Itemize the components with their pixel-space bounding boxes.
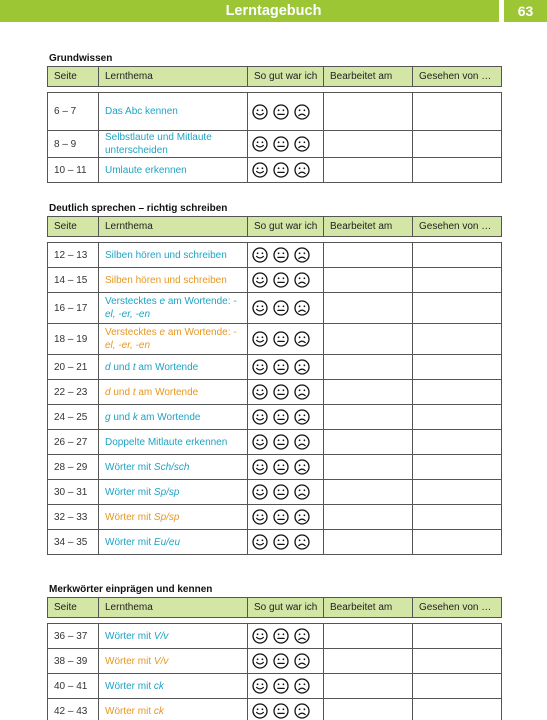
page-range-cell: 24 – 25 (48, 405, 99, 430)
column-header: Bearbeitet am (324, 217, 413, 237)
neutral-face-icon[interactable] (273, 434, 289, 450)
sad-face-icon[interactable] (294, 300, 310, 316)
neutral-face-icon[interactable] (273, 459, 289, 475)
topic-cell: g und k am Wortende (99, 405, 248, 430)
self-rating-cell (248, 380, 324, 405)
seen-by-cell[interactable] (413, 430, 502, 455)
self-rating-cell (248, 158, 324, 183)
page-range-cell: 38 – 39 (48, 649, 99, 674)
neutral-face-icon[interactable] (273, 359, 289, 375)
self-rating-cell (248, 293, 324, 324)
sad-face-icon[interactable] (294, 628, 310, 644)
processed-date-cell[interactable] (324, 324, 413, 355)
topic-cell: Verstecktes e am Wortende: -el, -er, -en (99, 324, 248, 355)
processed-date-cell[interactable] (324, 649, 413, 674)
sad-face-icon[interactable] (294, 104, 310, 120)
seen-by-cell[interactable] (413, 624, 502, 649)
self-rating-cell (248, 699, 324, 720)
happy-face-icon[interactable] (252, 459, 268, 475)
sad-face-icon[interactable] (294, 484, 310, 500)
processed-date-cell[interactable] (324, 455, 413, 480)
page-range-cell: 28 – 29 (48, 455, 99, 480)
seen-by-cell[interactable] (413, 505, 502, 530)
self-rating-cell (248, 674, 324, 699)
table-row (48, 93, 502, 131)
column-header: Lernthema (99, 598, 248, 618)
processed-date-cell[interactable] (324, 430, 413, 455)
self-rating-cell (248, 430, 324, 455)
sad-face-icon[interactable] (294, 384, 310, 400)
neutral-face-icon[interactable] (273, 384, 289, 400)
column-header: Seite (48, 67, 99, 87)
topic-cell: Umlaute erkennen (99, 158, 248, 183)
table-row (48, 243, 502, 268)
topic-cell: Wörter mit V/v (99, 649, 248, 674)
sad-face-icon[interactable] (294, 459, 310, 475)
page-number: 63 (504, 0, 547, 22)
sad-face-icon[interactable] (294, 509, 310, 525)
neutral-face-icon[interactable] (273, 484, 289, 500)
section-title-grundwissen: Grundwissen (49, 53, 113, 64)
seen-by-cell[interactable] (413, 158, 502, 183)
seen-by-cell[interactable] (413, 324, 502, 355)
page-range-cell: 6 – 7 (48, 93, 99, 131)
processed-date-cell[interactable] (324, 405, 413, 430)
neutral-face-icon[interactable] (273, 678, 289, 694)
seen-by-cell[interactable] (413, 131, 502, 158)
sad-face-icon[interactable] (294, 136, 310, 152)
neutral-face-icon[interactable] (273, 272, 289, 288)
sad-face-icon[interactable] (294, 409, 310, 425)
page-range-cell: 22 – 23 (48, 380, 99, 405)
processed-date-cell[interactable] (324, 93, 413, 131)
seen-by-cell[interactable] (413, 93, 502, 131)
table-row (48, 355, 502, 380)
self-rating-cell (248, 455, 324, 480)
processed-date-cell[interactable] (324, 243, 413, 268)
neutral-face-icon[interactable] (273, 136, 289, 152)
column-header: Lernthema (99, 217, 248, 237)
happy-face-icon[interactable] (252, 628, 268, 644)
column-header: Bearbeitet am (324, 598, 413, 618)
topic-cell: d und t am Wortende (99, 355, 248, 380)
table-row (48, 158, 502, 183)
happy-face-icon[interactable] (252, 484, 268, 500)
topic-cell: Wörter mit ck (99, 699, 248, 720)
table-row (48, 699, 502, 720)
sad-face-icon[interactable] (294, 534, 310, 550)
topic-cell: Das Abc kennen (99, 93, 248, 131)
neutral-face-icon[interactable] (273, 509, 289, 525)
topic-cell: Wörter mit ck (99, 674, 248, 699)
happy-face-icon[interactable] (252, 509, 268, 525)
sad-face-icon[interactable] (294, 678, 310, 694)
happy-face-icon[interactable] (252, 331, 268, 347)
topic-cell: Silben hören und schreiben (99, 268, 248, 293)
topic-cell: Wörter mit Sp/sp (99, 480, 248, 505)
processed-date-cell[interactable] (324, 158, 413, 183)
topic-cell: d und t am Wortende (99, 380, 248, 405)
page-range-cell: 20 – 21 (48, 355, 99, 380)
page-range-cell: 34 – 35 (48, 530, 99, 555)
column-header: Lernthema (99, 67, 248, 87)
neutral-face-icon[interactable] (273, 653, 289, 669)
neutral-face-icon[interactable] (273, 300, 289, 316)
seen-by-cell[interactable] (413, 699, 502, 720)
processed-date-cell[interactable] (324, 624, 413, 649)
neutral-face-icon[interactable] (273, 703, 289, 719)
seen-by-cell[interactable] (413, 480, 502, 505)
processed-date-cell[interactable] (324, 293, 413, 324)
self-rating-cell (248, 530, 324, 555)
column-header: Gesehen von … (413, 598, 502, 618)
table-row (48, 649, 502, 674)
table-row (48, 268, 502, 293)
table-row (48, 455, 502, 480)
column-header: So gut war ich (248, 67, 324, 87)
section-title-merkwoerter: Merkwörter einprägen und kennen (49, 584, 213, 595)
sad-face-icon[interactable] (294, 359, 310, 375)
processed-date-cell[interactable] (324, 380, 413, 405)
self-rating-cell (248, 624, 324, 649)
table-row (48, 293, 502, 324)
seen-by-cell[interactable] (413, 355, 502, 380)
section-title-deutlich-sprechen: Deutlich sprechen – richtig schreiben (49, 203, 228, 214)
processed-date-cell[interactable] (324, 699, 413, 720)
seen-by-cell[interactable] (413, 268, 502, 293)
table-grundwissen (47, 66, 502, 183)
self-rating-cell (248, 131, 324, 158)
processed-date-cell[interactable] (324, 505, 413, 530)
table-row (48, 505, 502, 530)
page-range-cell: 42 – 43 (48, 699, 99, 720)
sad-face-icon[interactable] (294, 434, 310, 450)
happy-face-icon[interactable] (252, 653, 268, 669)
happy-face-icon[interactable] (252, 384, 268, 400)
column-header: Bearbeitet am (324, 67, 413, 87)
table-header-row (48, 217, 502, 237)
seen-by-cell[interactable] (413, 293, 502, 324)
happy-face-icon[interactable] (252, 534, 268, 550)
processed-date-cell[interactable] (324, 355, 413, 380)
table-deutlich-sprechen (47, 216, 502, 555)
sad-face-icon[interactable] (294, 162, 310, 178)
neutral-face-icon[interactable] (273, 534, 289, 550)
sad-face-icon[interactable] (294, 653, 310, 669)
page-range-cell: 36 – 37 (48, 624, 99, 649)
sad-face-icon[interactable] (294, 247, 310, 263)
seen-by-cell[interactable] (413, 455, 502, 480)
column-header: Gesehen von … (413, 217, 502, 237)
happy-face-icon[interactable] (252, 136, 268, 152)
topic-cell: Wörter mit Sch/sch (99, 455, 248, 480)
table-header-row (48, 67, 502, 87)
table-row (48, 674, 502, 699)
processed-date-cell[interactable] (324, 131, 413, 158)
page-range-cell: 10 – 11 (48, 158, 99, 183)
seen-by-cell[interactable] (413, 243, 502, 268)
seen-by-cell[interactable] (413, 530, 502, 555)
processed-date-cell[interactable] (324, 480, 413, 505)
page-range-cell: 8 – 9 (48, 131, 99, 158)
neutral-face-icon[interactable] (273, 104, 289, 120)
page-range-cell: 16 – 17 (48, 293, 99, 324)
neutral-face-icon[interactable] (273, 162, 289, 178)
happy-face-icon[interactable] (252, 678, 268, 694)
topic-cell: Selbstlaute und Mitlaute unterscheiden (99, 131, 248, 158)
seen-by-cell[interactable] (413, 405, 502, 430)
page-range-cell: 12 – 13 (48, 243, 99, 268)
column-header: Seite (48, 598, 99, 618)
seen-by-cell[interactable] (413, 674, 502, 699)
processed-date-cell[interactable] (324, 530, 413, 555)
topic-cell: Wörter mit Eu/eu (99, 530, 248, 555)
page-range-cell: 18 – 19 (48, 324, 99, 355)
table-row (48, 480, 502, 505)
neutral-face-icon[interactable] (273, 628, 289, 644)
self-rating-cell (248, 355, 324, 380)
table-row (48, 624, 502, 649)
happy-face-icon[interactable] (252, 409, 268, 425)
seen-by-cell[interactable] (413, 649, 502, 674)
self-rating-cell (248, 405, 324, 430)
column-header: Gesehen von … (413, 67, 502, 87)
happy-face-icon[interactable] (252, 359, 268, 375)
table-row (48, 530, 502, 555)
happy-face-icon[interactable] (252, 104, 268, 120)
happy-face-icon[interactable] (252, 162, 268, 178)
table-row (48, 380, 502, 405)
page-range-cell: 14 – 15 (48, 268, 99, 293)
self-rating-cell (248, 268, 324, 293)
neutral-face-icon[interactable] (273, 409, 289, 425)
processed-date-cell[interactable] (324, 674, 413, 699)
happy-face-icon[interactable] (252, 434, 268, 450)
table-row (48, 131, 502, 158)
topic-cell: Doppelte Mitlaute erkennen (99, 430, 248, 455)
self-rating-cell (248, 243, 324, 268)
topic-cell: Verstecktes e am Wortende: -el, -er, -en (99, 293, 248, 324)
sad-face-icon[interactable] (294, 272, 310, 288)
self-rating-cell (248, 505, 324, 530)
self-rating-cell (248, 649, 324, 674)
neutral-face-icon[interactable] (273, 247, 289, 263)
happy-face-icon[interactable] (252, 247, 268, 263)
table-row (48, 405, 502, 430)
table-row (48, 430, 502, 455)
happy-face-icon[interactable] (252, 300, 268, 316)
sad-face-icon[interactable] (294, 331, 310, 347)
self-rating-cell (248, 480, 324, 505)
table-header-row (48, 598, 502, 618)
page-range-cell: 32 – 33 (48, 505, 99, 530)
self-rating-cell (248, 93, 324, 131)
page-range-cell: 30 – 31 (48, 480, 99, 505)
topic-cell: Wörter mit Sp/sp (99, 505, 248, 530)
topic-cell: Wörter mit V/v (99, 624, 248, 649)
happy-face-icon[interactable] (252, 272, 268, 288)
neutral-face-icon[interactable] (273, 331, 289, 347)
page-range-cell: 40 – 41 (48, 674, 99, 699)
self-rating-cell (248, 324, 324, 355)
column-header: Seite (48, 217, 99, 237)
table-merkwoerter (47, 597, 502, 720)
happy-face-icon[interactable] (252, 703, 268, 719)
sad-face-icon[interactable] (294, 703, 310, 719)
column-header: So gut war ich (248, 217, 324, 237)
column-header: So gut war ich (248, 598, 324, 618)
page-title: Lerntagebuch (225, 3, 322, 19)
page-range-cell: 26 – 27 (48, 430, 99, 455)
processed-date-cell[interactable] (324, 268, 413, 293)
table-row (48, 324, 502, 355)
seen-by-cell[interactable] (413, 380, 502, 405)
topic-cell: Silben hören und schreiben (99, 243, 248, 268)
